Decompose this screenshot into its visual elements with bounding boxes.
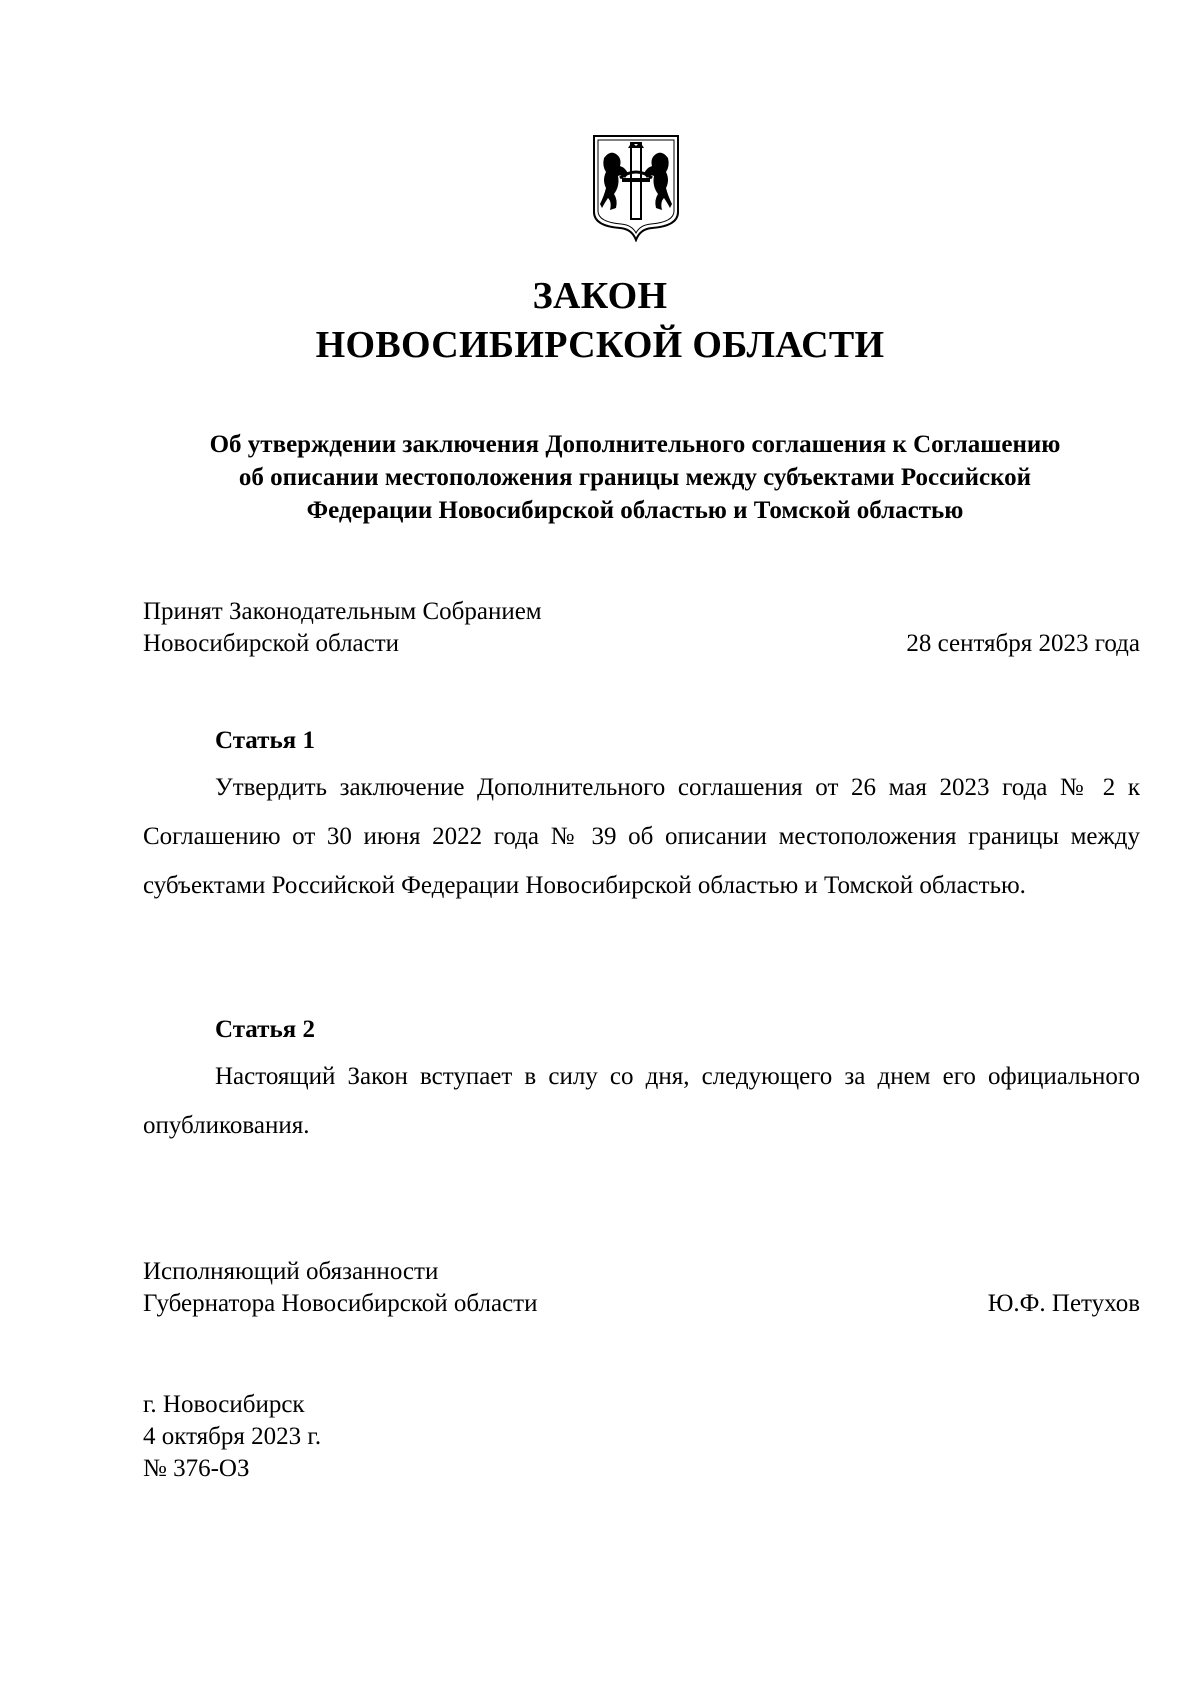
article-1-heading: Статья 1 [215, 727, 315, 754]
law-title [0, 272, 1200, 370]
novosibirsk-coat-of-arms-icon [592, 134, 680, 242]
law-subject-line2: об описании местоположения границы между субъектами Российской [238, 464, 1032, 491]
law-title-line1: ЗАКОН [532, 275, 668, 317]
signing-date: 4 октября 2023 г. [143, 1423, 322, 1450]
signer-name: Ю.Ф. Петухов [987, 1290, 1140, 1317]
signature-block [143, 1256, 1140, 1320]
law-number: № 376-ОЗ [143, 1455, 250, 1482]
signer-title-line1: Исполняющий обязанности [143, 1258, 439, 1285]
adoption-block [143, 596, 1140, 660]
place-date-number-block [143, 1389, 321, 1485]
article-2-heading: Статья 2 [215, 1016, 315, 1043]
law-subject-line1: Об утверждении заключения Дополнительного соглашения к Соглашению [209, 431, 1061, 458]
adoption-date: 28 сентября 2023 года [906, 630, 1140, 657]
law-subject [130, 428, 1140, 527]
law-title-line2: НОВОСИБИРСКОЙ ОБЛАСТИ [315, 324, 885, 366]
law-subject-line3: Федерации Новосибирской областью и Томской областью [306, 497, 964, 524]
city: г. Новосибирск [143, 1391, 305, 1418]
adopted-by-line2: Новосибирской области [143, 630, 400, 657]
signer-title-line2: Губернатора Новосибирской области [143, 1290, 538, 1317]
adopted-by-line1: Принят Законодательным Собранием [143, 598, 542, 625]
article-1-text: Утвердить заключение Дополнительного соглашения от 26 мая 2023 года № 2 к Соглашению от 30 июня 2022 года № 39 об описании местоположения границы между субъектами Российской Федерации Новосибирской областью и Томской областью. [143, 774, 1140, 899]
article-2-text: Настоящий Закон вступает в силу со дня, следующего за днем его официального опубликования. [143, 1063, 1140, 1139]
